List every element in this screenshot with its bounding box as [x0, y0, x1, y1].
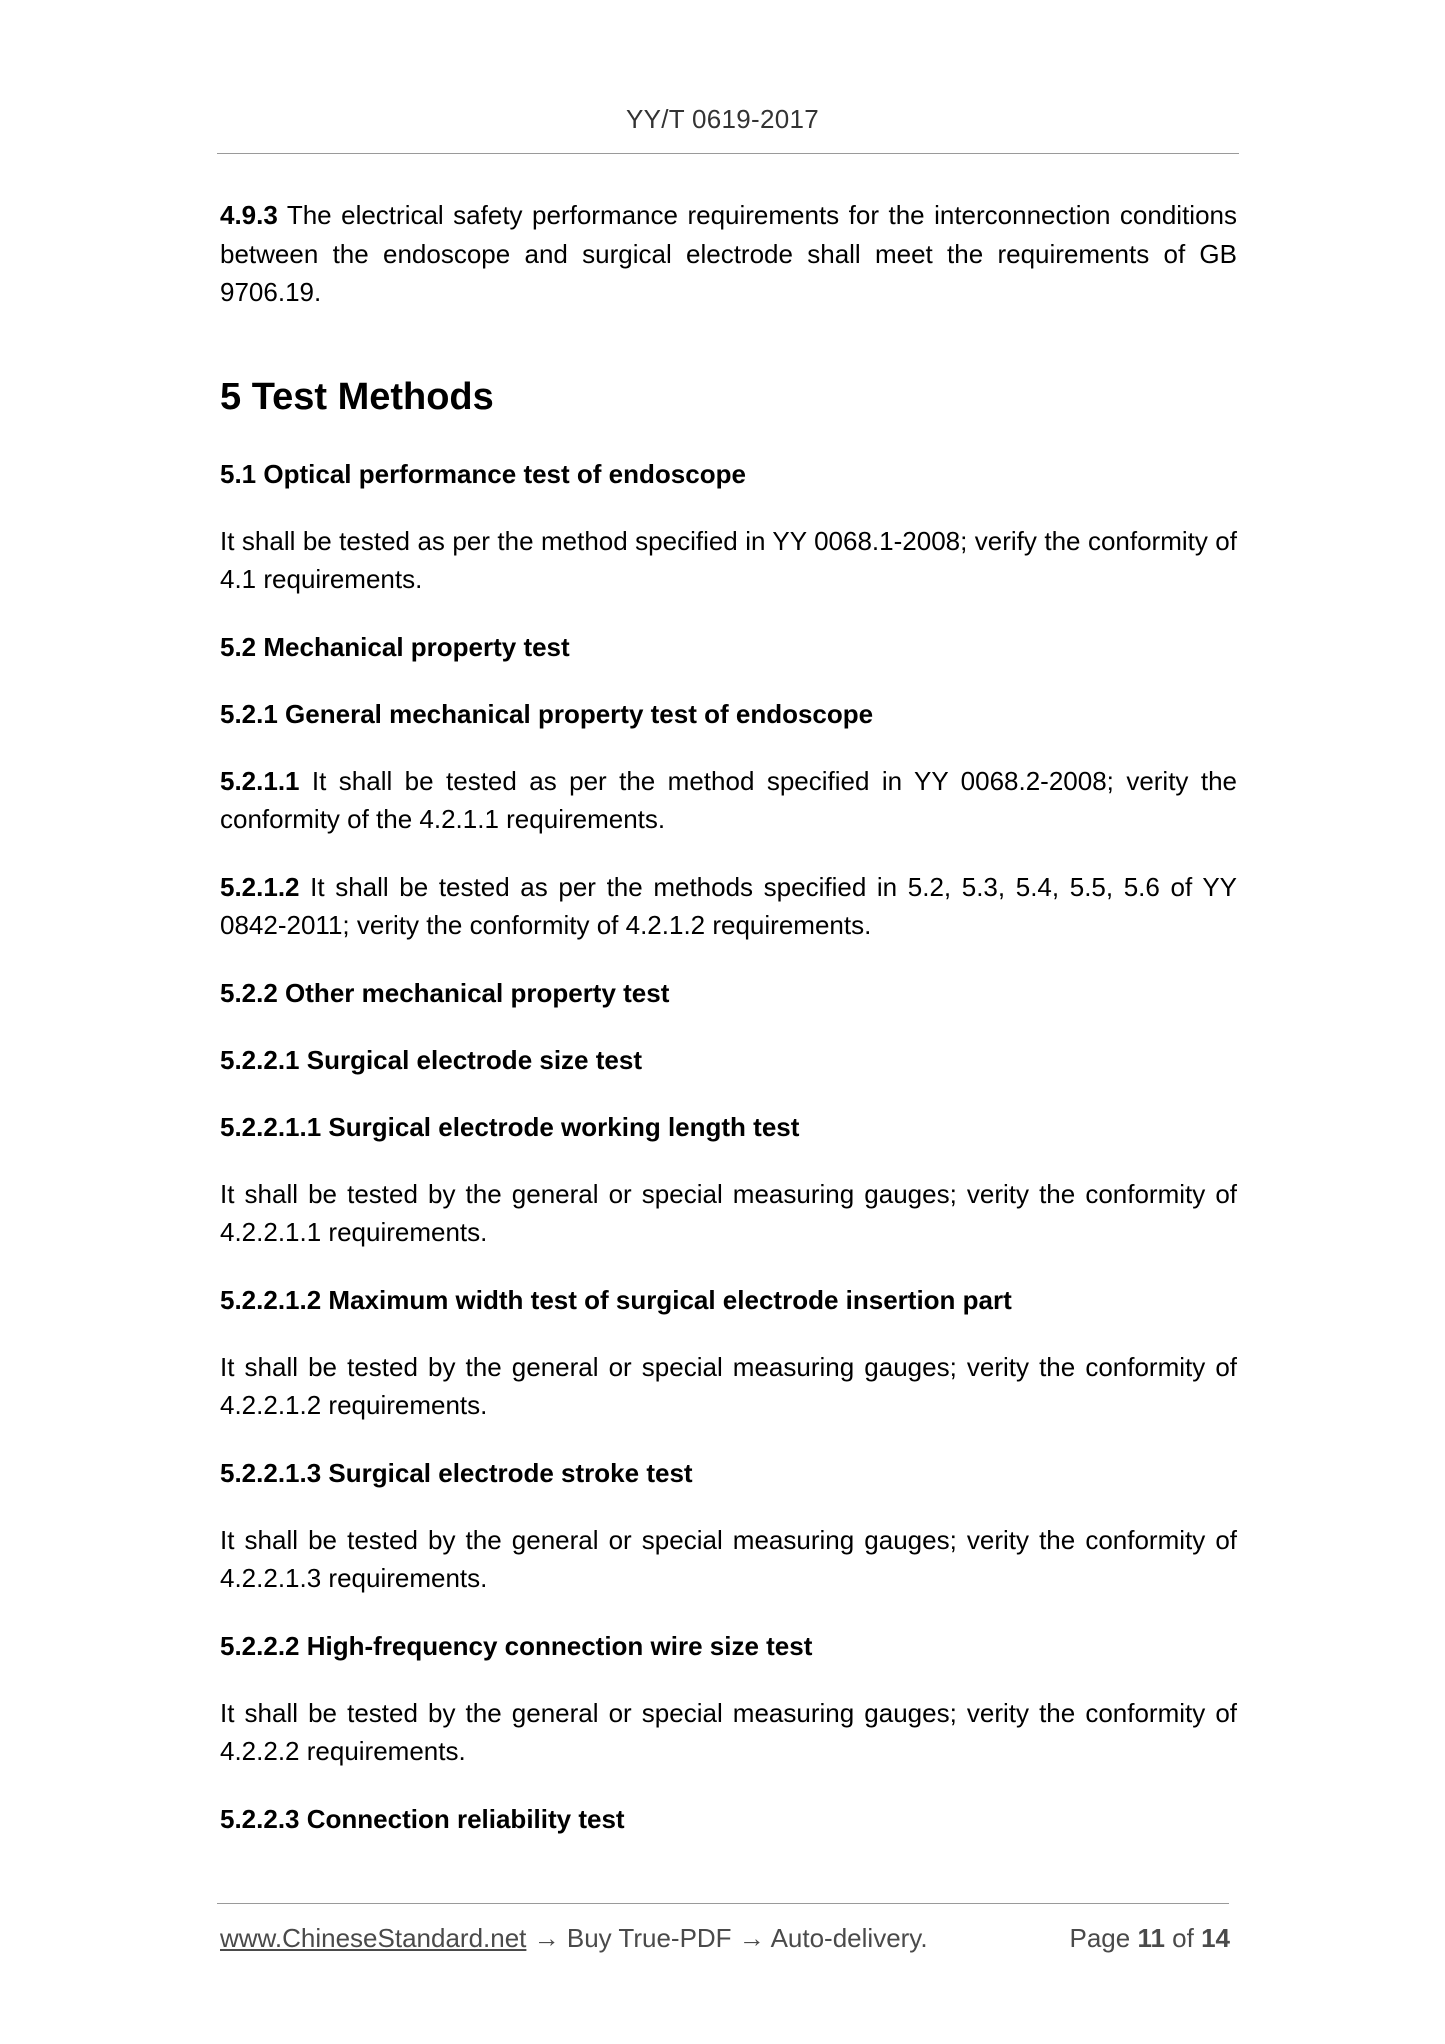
website-link[interactable]: www.ChineseStandard.net	[220, 1923, 527, 1953]
document-body	[220, 196, 1237, 1867]
clause-4-9-3	[220, 196, 1237, 312]
heading-5-2-2: 5.2.2 Other mechanical property test	[220, 977, 670, 1008]
heading-5-2-2-1-1: 5.2.2.1.1 Surgical electrode working length test	[220, 1111, 800, 1142]
clause-text: It shall be tested as per the methods specified in 5.2, 5.3, 5.4, 5.5, 5.6 of YY 0842-2011; verity the conformity of 4.2.1.2 requirements.	[220, 871, 1237, 940]
total-pages-number: 14	[1201, 1923, 1230, 1953]
paragraph-5-2-2-1-2: It shall be tested by the general or special measuring gauges; verity the conformity of 4.2.2.1.2 requirements.	[220, 1351, 1237, 1420]
heading-5-2-2-1-3: 5.2.2.1.3 Surgical electrode stroke test	[220, 1457, 693, 1488]
heading-5-2-1: 5.2.1 General mechanical property test of endoscope	[220, 698, 874, 729]
paragraph-5-2-2-1-1: It shall be tested by the general or special measuring gauges; verity the conformity of 4.2.2.1.1 requirements.	[220, 1178, 1237, 1247]
page-label: Page	[1069, 1923, 1138, 1953]
heading-5-2: 5.2 Mechanical property test	[220, 631, 570, 662]
clause-text: It shall be tested as per the method specified in YY 0068.2-2008; verity the conformity of the 4.2.1.1 requirements.	[220, 765, 1237, 834]
current-page-number: 11	[1137, 1923, 1165, 1953]
section-heading-5: 5 Test Methods	[220, 375, 494, 418]
clause-5-2-1-1	[220, 762, 1237, 839]
heading-5-1: 5.1 Optical performance test of endoscope	[220, 458, 746, 489]
page-footer	[220, 1921, 1230, 1955]
footer-promo-text: → Buy True-PDF → Auto-delivery.	[526, 1923, 928, 1953]
header-divider	[217, 153, 1239, 154]
clause-number: 5.2.1.2	[220, 871, 300, 902]
heading-5-2-2-3: 5.2.2.3 Connection reliability test	[220, 1803, 625, 1834]
document-code-header: YY/T 0619-2017	[625, 104, 820, 134]
page-of-label: of	[1164, 1923, 1202, 1953]
heading-5-2-2-1: 5.2.2.1 Surgical electrode size test	[220, 1044, 642, 1075]
page-indicator	[1069, 1921, 1230, 1955]
paragraph-5-2-2-2: It shall be tested by the general or special measuring gauges; verity the conformity of 4.2.2.2 requirements.	[220, 1697, 1237, 1766]
paragraph-5-2-2-1-3: It shall be tested by the general or special measuring gauges; verity the conformity of 4.2.2.1.3 requirements.	[220, 1524, 1237, 1593]
clause-number: 4.9.3	[220, 200, 278, 230]
clause-text: The electrical safety performance requirements for the interconnection conditions between the endoscope and surgical electrode shall meet the requirements of GB 9706.19.	[220, 200, 1237, 307]
paragraph-5-1: It shall be tested as per the method specified in YY 0068.1-2008; verify the conformity of 4.1 requirements.	[220, 525, 1237, 594]
footer-divider	[217, 1903, 1229, 1904]
heading-5-2-2-2: 5.2.2.2 High-frequency connection wire size test	[220, 1630, 813, 1661]
heading-5-2-2-1-2: 5.2.2.1.2 Maximum width test of surgical electrode insertion part	[220, 1284, 1012, 1315]
clause-5-2-1-2	[220, 868, 1237, 945]
clause-number: 5.2.1.1	[220, 765, 300, 796]
